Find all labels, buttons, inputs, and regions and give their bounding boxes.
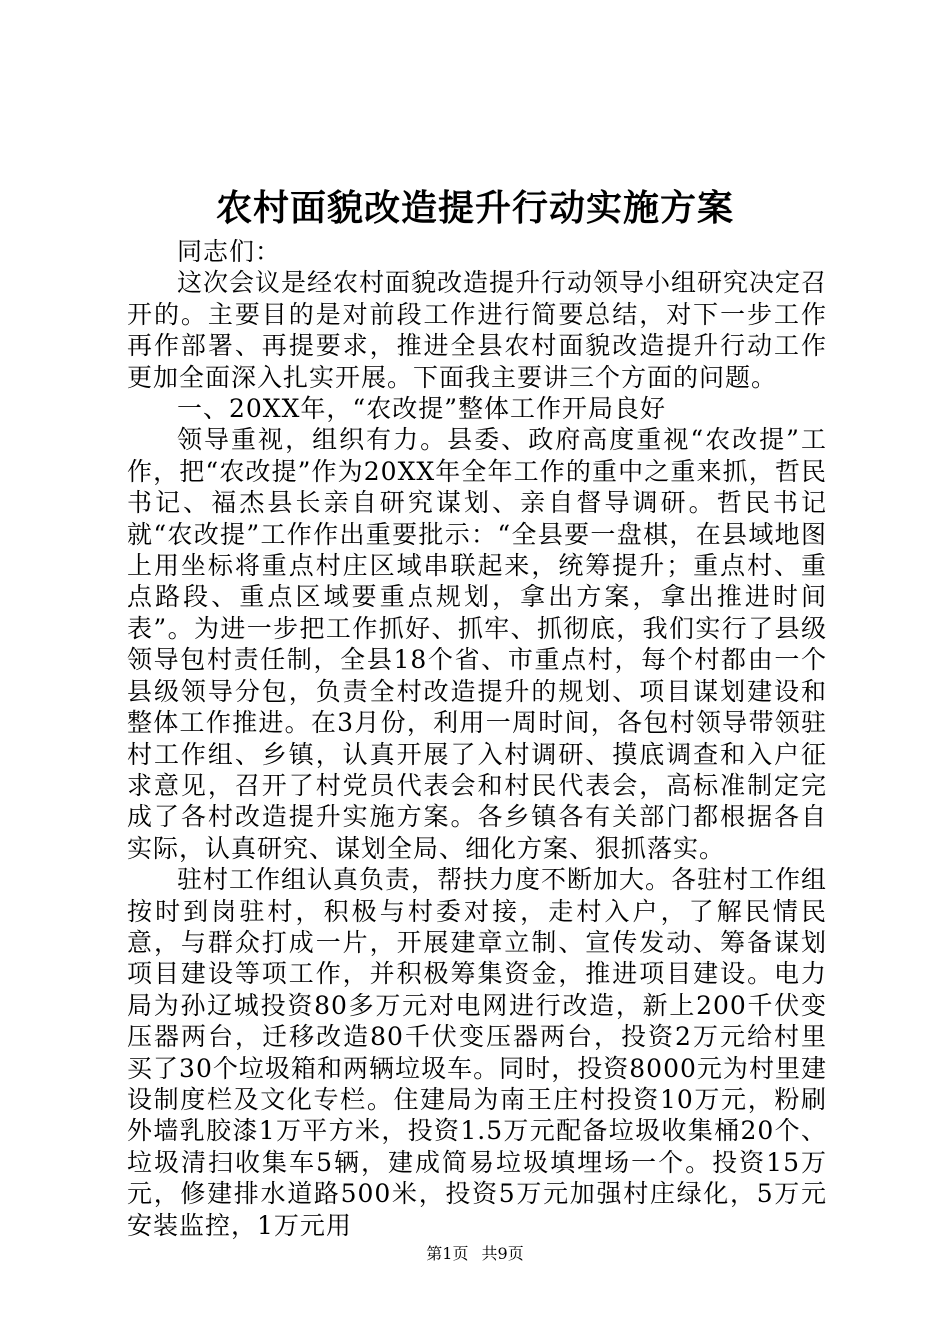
page-number: 第1页 bbox=[426, 1244, 469, 1263]
page-footer bbox=[0, 1244, 950, 1264]
paragraph-salutation: 同志们： bbox=[177, 237, 282, 266]
document-title: 农村面貌改造提升行动实施方案 bbox=[215, 187, 734, 229]
document-body bbox=[127, 236, 827, 1241]
section-heading-1: 一、20XX年，“农改提”整体工作开局良好 bbox=[177, 394, 666, 424]
paragraph-work-teams: 驻村工作组认真负责，帮扶力度不断加大。各驻村工作组按时到岗驻村，积极与村委对接，走村入户，了解民情民意，与群众打成一片，开展建章立制、宣传发动、筹备谋划项目建设等项工作，并积极筹集资金，推进项目建设。电力局为孙辽城投资80多万元对电网进行改造，新上200千伏变压器两台，迁移改造80千伏变压器两台，投资2万元给村里买了30个垃圾箱和两辆垃圾车。同时，投资8000元为村里建设制度栏及文化专栏。住建局为南王庄村投资10万元，粉刷外墙乳胶漆1万平方米，投资1.5万元配备垃圾收集桶20个、垃圾清扫收集车5辆，建成简易垃圾填埋场一个。投资15万元，修建排水道路500米，投资5万元加强村庄绿化，5万元安装监控，1万元用 bbox=[127, 865, 828, 1240]
page-total: 共9页 bbox=[481, 1244, 524, 1263]
paragraph-intro: 这次会议是经农村面貌改造提升行动领导小组研究决定召开的。主要目的是对前段工作进行简要总结，对下一步工作再作部署、再提要求，推进全县农村面貌改造提升行动工作更加全面深入扎实开展。下面我主要讲三个方面的问题。 bbox=[127, 268, 828, 392]
paragraph-leadership: 领导重视，组织有力。县委、政府高度重视“农改提”工作，把“农改提”作为20XX年全年工作的重中之重来抓，哲民书记、福杰县长亲自研究谋划、亲自督导调研。哲民书记就“农改提”工作作出重要批示：“全县要一盘棋，在县域地图上用坐标将重点村庄区域串联起来，统筹提升；重点村、重点路段、重点区域要重点规划，拿出方案，拿出推进时间表”。为进一步把工作抓好、抓牢、抓彻底，我们实行了县级领导包村责任制，全县18个省、市重点村，每个村都由一个县级领导分包，负责全村改造提升的规划、项目谋划建设和整体工作推进。在3月份，利用一周时间，各包村领导带领驻村工作组、乡镇，认真开展了入村调研、摸底调查和入户征求意见，召开了村党员代表会和村民代表会，高标准制定完成了各村改造提升实施方案。各乡镇各有关部门都根据各自实际，认真研究、谋划全局、细化方案、狠抓落实。 bbox=[127, 425, 827, 863]
